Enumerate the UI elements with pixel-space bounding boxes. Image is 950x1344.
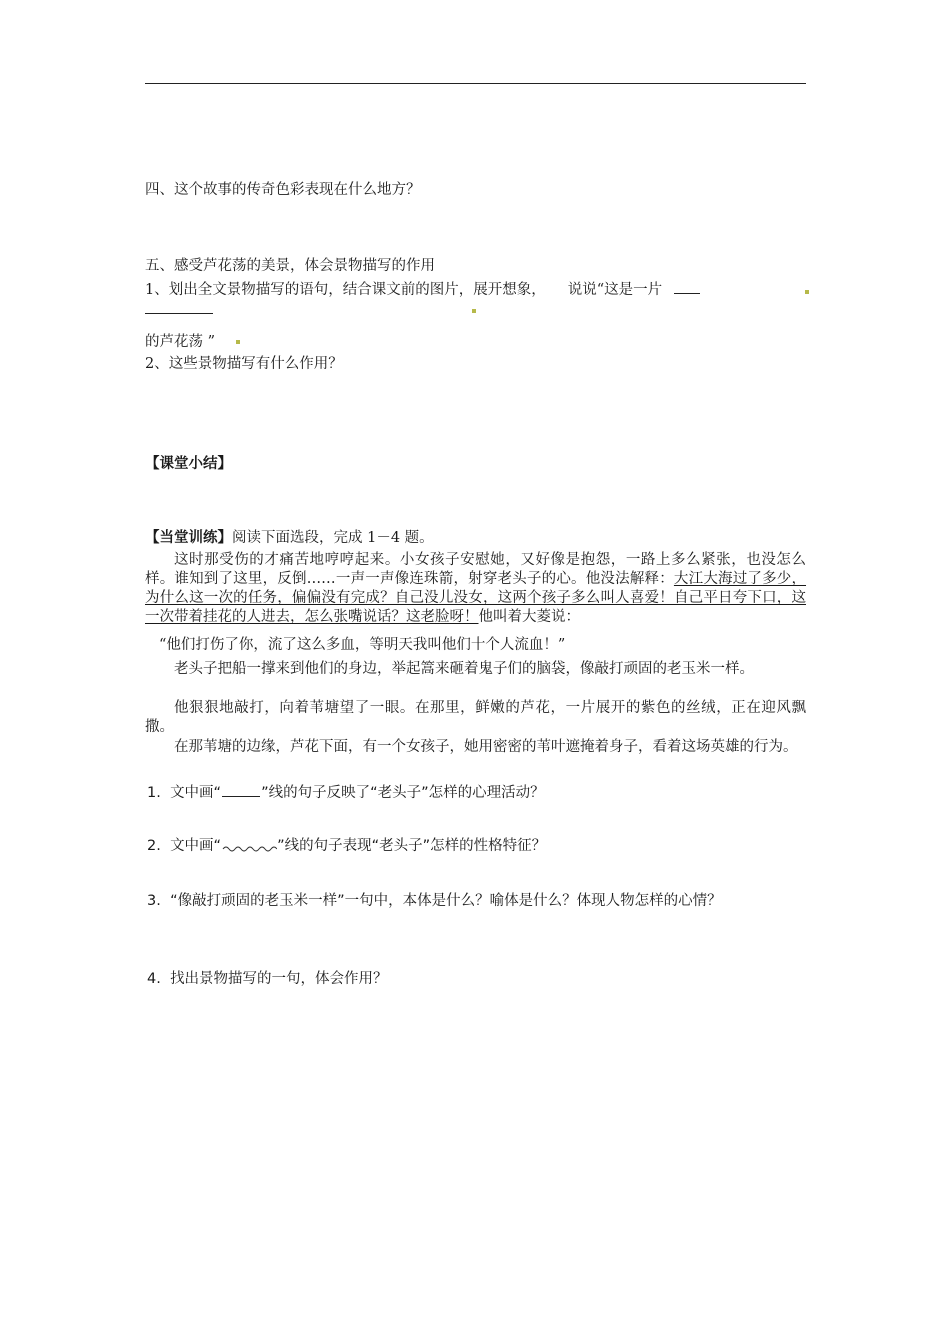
training-instruction: 阅读下面选段，完成 1－4 题。	[232, 530, 434, 546]
section5-q1-line	[145, 278, 700, 299]
question-2: 2. 文中画“ ”线的句子表现“老头子”怎样的性格特征？	[147, 838, 547, 854]
annotation-mark	[472, 309, 476, 313]
section5-q1-prompt: 说说“这是一片	[567, 282, 663, 298]
fill-blank-short[interactable]	[674, 281, 700, 294]
passage-paragraph-4: 他狠狠地敲打，向着苇塘望了一眼。在那里，鲜嫩的芦花，一片展开的紫色的丝绒，正在迎风飘撒。	[145, 700, 806, 735]
wavy-underline-sample	[221, 844, 277, 854]
fill-blank-long[interactable]	[145, 313, 213, 314]
annotation-mark	[805, 290, 809, 294]
question-3: 3. “像敲打顽固的老玉米一样”一句中，本体是什么？喻体是什么？体现人物怎样的心情？	[147, 893, 722, 909]
summary-heading: 【课堂小结】	[145, 455, 232, 472]
training-heading: 【当堂训练】	[145, 529, 232, 546]
question-1: 1. 文中画“ ”线的句子反映了“老头子”怎样的心理活动？	[147, 785, 545, 801]
section4-question: 四、这个故事的传奇色彩表现在什么地方？	[145, 182, 421, 198]
section5-q2: 2、这些景物描写有什么作用？	[145, 356, 343, 372]
question-4: 4. 找出景物描写的一句，体会作用？	[147, 971, 388, 987]
passage-paragraph-2: “他们打伤了你，流了这么多血，等明天我叫他们十个人流血！”	[159, 637, 566, 653]
section5-q1-text: 1、划出全文景物描写的语句，结合课文前的图片，展开想象，	[145, 282, 546, 298]
annotation-mark	[236, 340, 240, 344]
passage-paragraph-1: 这时那受伤的才痛苦地哼哼起来。小女孩子安慰她，又好像是抱怨，一路上多么紧张，也没怎么样。谁知到了这里，反倒……一声一声像连珠箭，射穿老头子的心。他没法解释：大江大海过了多少，为什么这一次的任务，偏偏没有完成？自己没儿没女，这两个孩子多么叫人喜爱！自己平日夸下口，这一次带着挂花的人进去，怎么张嘴说话？这老脸呀！他叫着大菱说：	[145, 552, 807, 625]
section5-q1-end: 的芦花荡 ”	[145, 334, 216, 350]
passage-paragraph-3: 老头子把船一撑来到他们的身边，举起篙来砸着鬼子们的脑袋，像敲打顽固的老玉米一样。	[174, 661, 754, 677]
training-line	[145, 526, 434, 547]
section5-heading: 五、感受芦花荡的美景，体会景物描写的作用	[145, 258, 435, 274]
passage-paragraph-5: 在那苇塘的边缘，芦花下面，有一个女孩子，她用密密的苇叶遮掩着身子，看着这场英雄的行为。	[174, 739, 798, 755]
underlined-sentence: 大江大海过了多少，为什么这一次的任务，偏偏没有完成？自己没儿没女，这两个孩子多么叫人喜爱！自己平日夸下口，这一次带着挂花的人进去，怎么张嘴说话？这老脸呀！	[145, 571, 807, 625]
header-rule	[145, 83, 806, 84]
underline-sample	[222, 784, 260, 797]
